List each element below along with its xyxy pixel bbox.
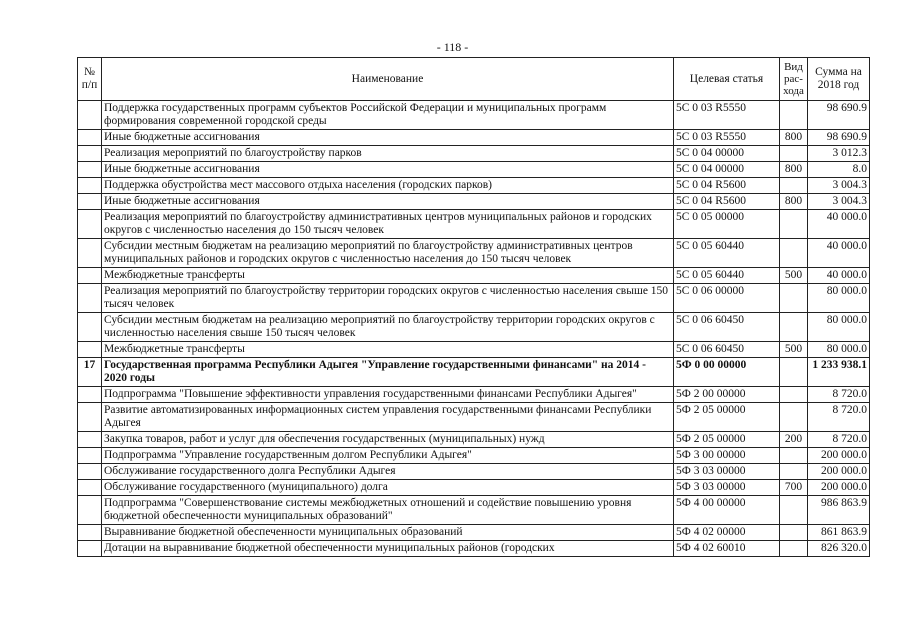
row-sum: 1 233 938.1: [808, 358, 870, 387]
row-sum: 200 000.0: [808, 464, 870, 480]
table-row: [78, 480, 870, 496]
row-target-article: 5Ф 4 02 60010: [674, 541, 780, 557]
row-expense-type: 800: [780, 130, 808, 146]
row-sum: 986 863.9: [808, 496, 870, 525]
row-name: Межбюджетные трансферты: [102, 268, 674, 284]
table-row: [78, 403, 870, 432]
row-sum: 8 720.0: [808, 387, 870, 403]
row-expense-type: 200: [780, 432, 808, 448]
table-row: [78, 130, 870, 146]
row-number: [78, 268, 102, 284]
row-sum: 3 004.3: [808, 194, 870, 210]
table-row: [78, 358, 870, 387]
row-number: [78, 342, 102, 358]
row-sum: 8 720.0: [808, 403, 870, 432]
row-target-article: 5Ф 3 00 00000: [674, 448, 780, 464]
row-expense-type: [780, 239, 808, 268]
row-expense-type: [780, 464, 808, 480]
table-row: [78, 387, 870, 403]
row-name: Иные бюджетные ассигнования: [102, 162, 674, 178]
table-row: [78, 101, 870, 130]
row-sum: 80 000.0: [808, 284, 870, 313]
row-number: [78, 130, 102, 146]
page-number: - 118 -: [436, 40, 469, 54]
row-number: [78, 146, 102, 162]
row-target-article: 5С 0 03 R5550: [674, 130, 780, 146]
row-sum: 80 000.0: [808, 313, 870, 342]
row-target-article: 5С 0 04 R5600: [674, 194, 780, 210]
row-expense-type: [780, 541, 808, 557]
row-number: 17: [78, 358, 102, 387]
row-name: Закупка товаров, работ и услуг для обеспечения государственных (муниципальных) нужд: [102, 432, 674, 448]
row-sum: 200 000.0: [808, 480, 870, 496]
row-expense-type: [780, 210, 808, 239]
table-row: [78, 268, 870, 284]
row-sum: 8 720.0: [808, 432, 870, 448]
row-name: Поддержка государственных программ субъектов Российской Федерации и муниципальных программ формирования современной городской среды: [102, 101, 674, 130]
budget-table: [77, 57, 870, 557]
row-sum: 3 004.3: [808, 178, 870, 194]
table-row: [78, 464, 870, 480]
row-name: Обслуживание государственного долга Республики Адыгея: [102, 464, 674, 480]
row-number: [78, 387, 102, 403]
row-name: Иные бюджетные ассигнования: [102, 130, 674, 146]
table-row: [78, 194, 870, 210]
row-sum: 40 000.0: [808, 239, 870, 268]
row-sum: 98 690.9: [808, 130, 870, 146]
row-sum: 200 000.0: [808, 448, 870, 464]
row-expense-type: [780, 101, 808, 130]
row-expense-type: [780, 387, 808, 403]
row-name: Выравнивание бюджетной обеспеченности муниципальных образований: [102, 525, 674, 541]
row-sum: 861 863.9: [808, 525, 870, 541]
table-body: [78, 101, 870, 557]
row-expense-type: [780, 525, 808, 541]
row-number: [78, 496, 102, 525]
row-number: [78, 432, 102, 448]
row-target-article: 5С 0 04 00000: [674, 162, 780, 178]
row-name: Субсидии местным бюджетам на реализацию мероприятий по благоустройству административных центров муниципальных районов и городских округов с численностью населения до 150 тысяч человек: [102, 239, 674, 268]
header-name: Наименование: [102, 58, 674, 101]
table-row: [78, 146, 870, 162]
row-target-article: 5С 0 05 60440: [674, 268, 780, 284]
row-expense-type: 500: [780, 268, 808, 284]
row-number: [78, 178, 102, 194]
table-header-row: [78, 58, 870, 101]
row-expense-type: [780, 358, 808, 387]
row-number: [78, 448, 102, 464]
row-target-article: 5С 0 05 00000: [674, 210, 780, 239]
row-target-article: 5С 0 06 60450: [674, 313, 780, 342]
row-number: [78, 194, 102, 210]
header-number: № п/п: [78, 58, 102, 101]
row-sum: 40 000.0: [808, 210, 870, 239]
row-name: Государственная программа Республики Адыгея "Управление государственными финансами" на 2014 - 2020 годы: [102, 358, 674, 387]
row-target-article: 5Ф 3 03 00000: [674, 464, 780, 480]
header-sum: Сумма на 2018 год: [808, 58, 870, 101]
row-name: Подпрограмма "Совершенствование системы межбюджетных отношений и содействие повышению уровня бюджетной обеспеченности муниципальных образований": [102, 496, 674, 525]
row-target-article: 5С 0 04 R5600: [674, 178, 780, 194]
row-sum: 8.0: [808, 162, 870, 178]
row-target-article: 5Ф 2 05 00000: [674, 403, 780, 432]
row-name: Иные бюджетные ассигнования: [102, 194, 674, 210]
table-row: [78, 313, 870, 342]
row-number: [78, 162, 102, 178]
row-name: Обслуживание государственного (муниципального) долга: [102, 480, 674, 496]
row-target-article: 5С 0 05 60440: [674, 239, 780, 268]
row-target-article: 5Ф 4 00 00000: [674, 496, 780, 525]
row-target-article: 5С 0 06 00000: [674, 284, 780, 313]
row-target-article: 5Ф 2 00 00000: [674, 387, 780, 403]
row-name: Дотации на выравнивание бюджетной обеспеченности муниципальных районов (городских: [102, 541, 674, 557]
row-number: [78, 101, 102, 130]
row-sum: 826 320.0: [808, 541, 870, 557]
row-expense-type: [780, 284, 808, 313]
row-target-article: 5С 0 03 R5550: [674, 101, 780, 130]
row-target-article: 5Ф 3 03 00000: [674, 480, 780, 496]
table-row: [78, 541, 870, 557]
row-target-article: 5Ф 4 02 00000: [674, 525, 780, 541]
row-number: [78, 464, 102, 480]
row-number: [78, 525, 102, 541]
row-sum: 3 012.3: [808, 146, 870, 162]
row-target-article: 5Ф 2 05 00000: [674, 432, 780, 448]
row-name: Подпрограмма "Управление государственным долгом Республики Адыгея": [102, 448, 674, 464]
row-expense-type: [780, 178, 808, 194]
row-number: [78, 313, 102, 342]
row-target-article: 5С 0 04 00000: [674, 146, 780, 162]
row-name: Субсидии местным бюджетам на реализацию мероприятий по благоустройству территории городских округов с численностью населения свыше 150 тысяч человек: [102, 313, 674, 342]
row-expense-type: [780, 448, 808, 464]
row-number: [78, 541, 102, 557]
table-row: [78, 448, 870, 464]
row-expense-type: 800: [780, 194, 808, 210]
row-expense-type: 700: [780, 480, 808, 496]
row-sum: 40 000.0: [808, 268, 870, 284]
row-target-article: 5Ф 0 00 00000: [674, 358, 780, 387]
row-name: Реализация мероприятий по благоустройству парков: [102, 146, 674, 162]
header-target-article: Целевая статья: [674, 58, 780, 101]
row-number: [78, 284, 102, 313]
row-expense-type: [780, 403, 808, 432]
row-name: Межбюджетные трансферты: [102, 342, 674, 358]
row-number: [78, 480, 102, 496]
table-row: [78, 432, 870, 448]
table-row: [78, 210, 870, 239]
row-sum: 80 000.0: [808, 342, 870, 358]
row-expense-type: [780, 496, 808, 525]
table-row: [78, 496, 870, 525]
row-expense-type: [780, 313, 808, 342]
table-row: [78, 239, 870, 268]
row-expense-type: [780, 146, 808, 162]
row-expense-type: 800: [780, 162, 808, 178]
table-row: [78, 178, 870, 194]
table-row: [78, 342, 870, 358]
table-row: [78, 525, 870, 541]
row-name: Поддержка обустройства мест массового отдыха населения (городских парков): [102, 178, 674, 194]
row-number: [78, 210, 102, 239]
row-name: Реализация мероприятий по благоустройству административных центров муниципальных районов и городских округов с численностью населения до 150 тысяч человек: [102, 210, 674, 239]
header-expense-type: Вид рас-хода: [780, 58, 808, 101]
row-target-article: 5С 0 06 60450: [674, 342, 780, 358]
row-name: Подпрограмма "Повышение эффективности управления государственными финансами Республики Адыгея": [102, 387, 674, 403]
row-number: [78, 403, 102, 432]
row-sum: 98 690.9: [808, 101, 870, 130]
row-name: Реализация мероприятий по благоустройству территории городских округов с численностью населения свыше 150 тысяч человек: [102, 284, 674, 313]
row-expense-type: 500: [780, 342, 808, 358]
table-row: [78, 162, 870, 178]
row-name: Развитие автоматизированных информационных систем управления государственными финансами Республики Адыгея: [102, 403, 674, 432]
table-row: [78, 284, 870, 313]
row-number: [78, 239, 102, 268]
